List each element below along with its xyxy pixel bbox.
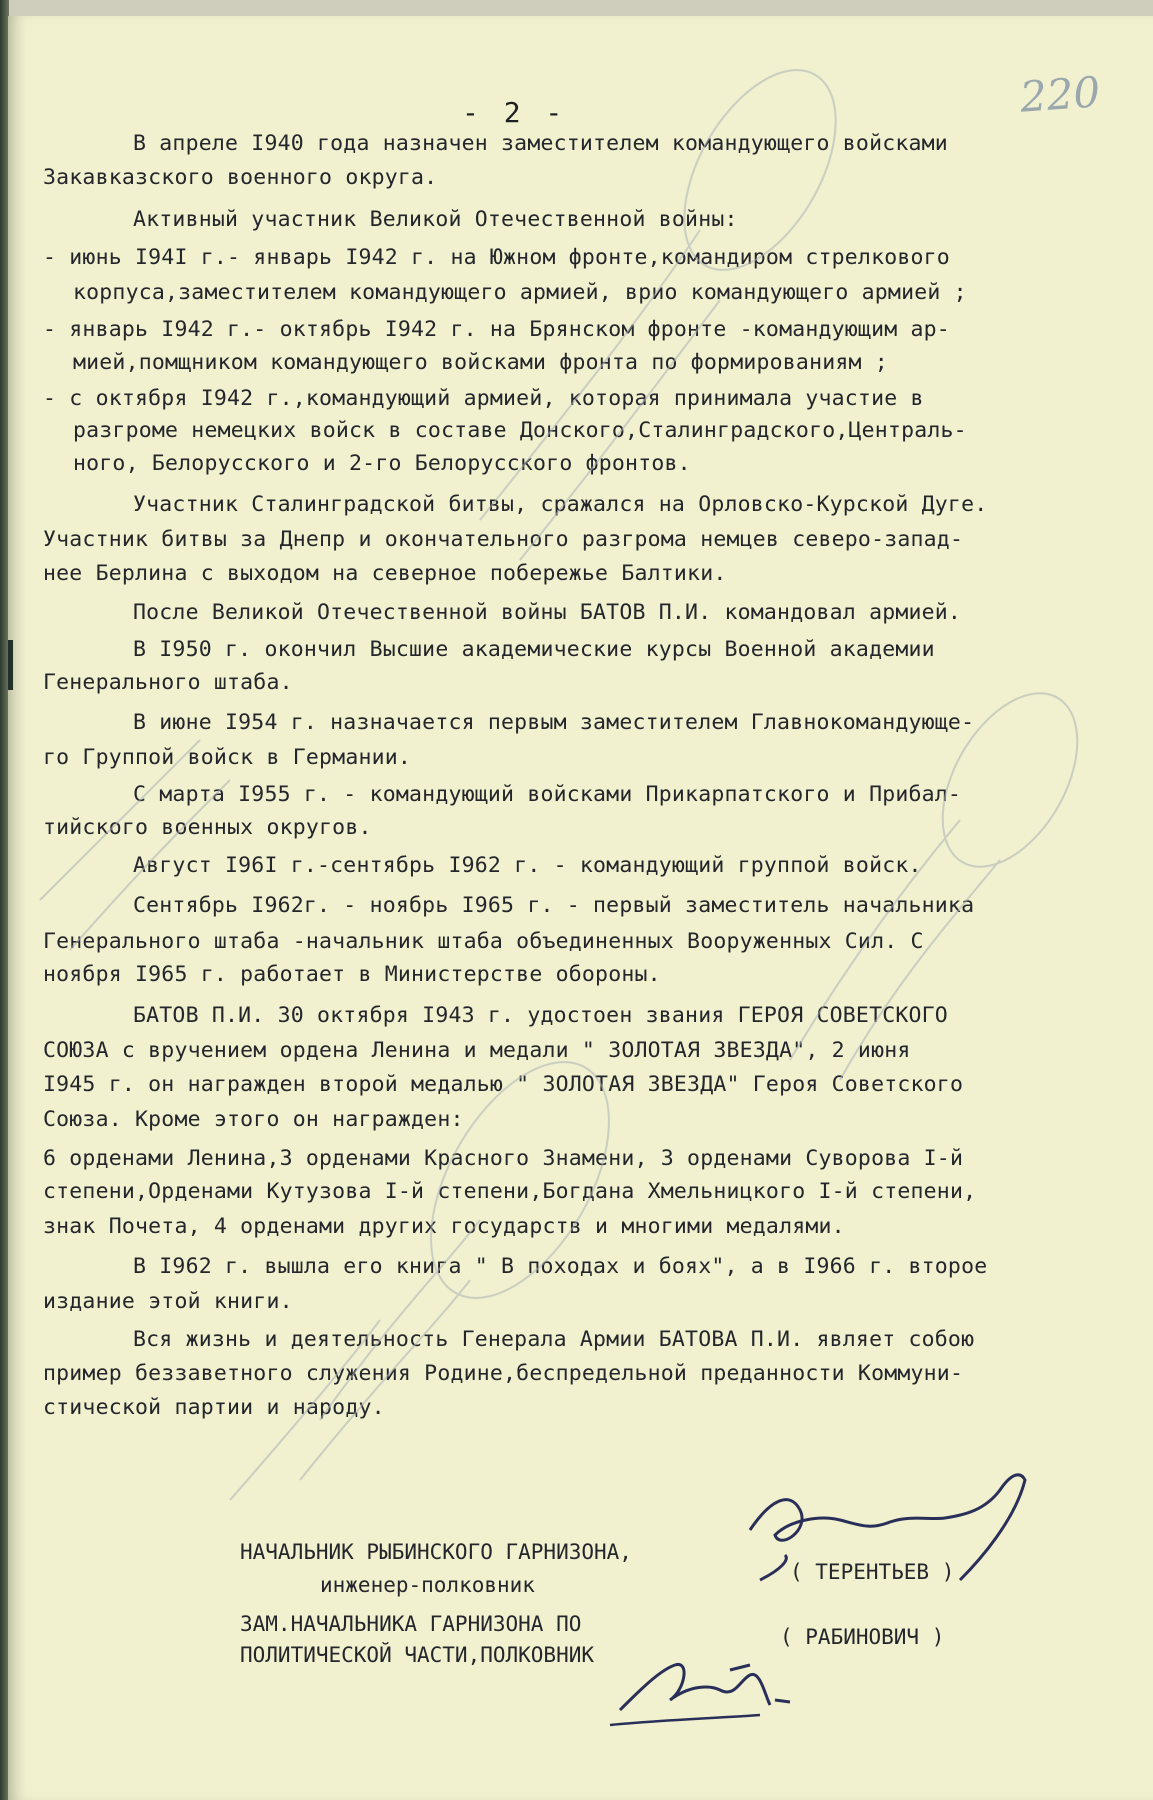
text-line: Генерального штаба -начальник штаба объединенных Вооруженных Сил. С bbox=[43, 929, 924, 954]
text-line: стической партии и народу. bbox=[43, 1395, 385, 1420]
text-line: БАТОВ П.И. 30 октября I943 г. удостоен звания ГЕРОЯ СОВЕТСКОГО bbox=[133, 1003, 948, 1028]
text-line: Август I96I г.-сентябрь I962 г. - командующий группой войск. bbox=[133, 853, 922, 878]
text-line: Участник битвы за Днепр и окончательного разгрома немцев северо-запад- bbox=[43, 527, 964, 552]
signatory-2-title: ЗАМ.НАЧАЛЬНИКА ГАРНИЗОНА ПО bbox=[240, 1612, 582, 1636]
text-line: Закавказского военного округа. bbox=[43, 165, 438, 190]
text-line: тийского военных округов. bbox=[43, 815, 372, 840]
signatory-1-rank: инженер-полковник bbox=[320, 1573, 535, 1597]
text-line: Вся жизнь и деятельность Генерала Армии БАТОВА П.И. являет собою bbox=[133, 1327, 975, 1352]
text-line: Союза. Кроме этого он награжден: bbox=[43, 1107, 464, 1132]
text-line: I945 г. он награжден второй медалью " ЗОЛОТАЯ ЗВЕЗДА" Героя Советского bbox=[43, 1072, 964, 1097]
text-line: корпуса,заместителем командующего армией, врио командующего армией ; bbox=[73, 280, 967, 305]
text-line: го Группой войск в Германии. bbox=[43, 745, 412, 770]
binding-mark bbox=[8, 640, 13, 690]
text-line: мией,помщником командующего войсками фронта по формированиям ; bbox=[73, 350, 888, 375]
text-line: нее Берлина с выходом на северное побережье Балтики. bbox=[43, 561, 727, 586]
signatory-1-title: НАЧАЛЬНИК РЫБИНСКОГО ГАРНИЗОНА, bbox=[240, 1540, 632, 1564]
text-line: степени,Орденами Кутузова I-й степени,Богдана Хмельницкого I-й степени, bbox=[43, 1179, 977, 1204]
text-line: В I962 г. вышла его книга " В походах и боях", а в I966 г. второе bbox=[133, 1254, 988, 1279]
archive-page-number: 220 bbox=[1018, 67, 1102, 122]
text-line: - январь I942 г.- октябрь I942 г. на Брянском фронте -командующим ар- bbox=[43, 317, 950, 342]
text-line: знак Почета, 4 орденами других государств и многими медалями. bbox=[43, 1214, 845, 1239]
text-line: 6 орденами Ленина,3 орденами Красного Знамени, 3 орденами Суворова I-й bbox=[43, 1146, 964, 1171]
signatory-2-name: ( РАБИНОВИЧ ) bbox=[780, 1625, 945, 1649]
text-line: В I950 г. окончил Высшие академические курсы Военной академии bbox=[133, 637, 935, 662]
text-line: В июне I954 г. назначается первым заместителем Главнокомандующе- bbox=[133, 710, 975, 735]
text-line: После Великой Отечественной войны БАТОВ П.И. командовал армией. bbox=[133, 600, 962, 625]
page-number: - 2 - bbox=[462, 96, 567, 129]
text-line: Участник Сталинградской битвы, сражался на Орловско-Курской Дуге. bbox=[133, 492, 988, 517]
text-line: Сентябрь I962г. - ноябрь I965 г. - первый заместитель начальника bbox=[133, 893, 975, 918]
text-line: СОЮЗА с вручением ордена Ленина и медали " ЗОЛОТАЯ ЗВЕЗДА", 2 июня bbox=[43, 1038, 911, 1063]
text-line: Генерального штаба. bbox=[43, 670, 293, 695]
text-line: издание этой книги. bbox=[43, 1289, 293, 1314]
text-line: пример беззаветного служения Родине,беспредельной преданности Коммуни- bbox=[43, 1361, 964, 1386]
text-line: С марта I955 г. - командующий войсками Прикарпатского и Прибал- bbox=[133, 782, 962, 807]
signatory-1-name: ( ТЕРЕНТЬЕВ ) bbox=[790, 1560, 955, 1584]
text-line: ноября I965 г. работает в Министерстве обороны. bbox=[43, 962, 661, 987]
text-line: - с октября I942 г.,командующий армией, которая принимала участие в bbox=[43, 386, 924, 411]
signatory-2-rank: ПОЛИТИЧЕСКОЙ ЧАСТИ,ПОЛКОВНИК bbox=[240, 1643, 595, 1667]
text-line: разгроме немецких войск в составе Донского,Сталинградского,Централь- bbox=[73, 418, 967, 443]
text-line: В апреле I940 года назначен заместителем командующего войсками bbox=[133, 131, 948, 156]
text-line: - июнь I94I г.- январь I942 г. на Южном фронте,командиром стрелкового bbox=[43, 245, 950, 270]
text-line: Активный участник Великой Отечественной войны: bbox=[133, 207, 738, 232]
text-line: ного, Белорусского и 2-го Белорусского фронтов. bbox=[73, 451, 691, 476]
